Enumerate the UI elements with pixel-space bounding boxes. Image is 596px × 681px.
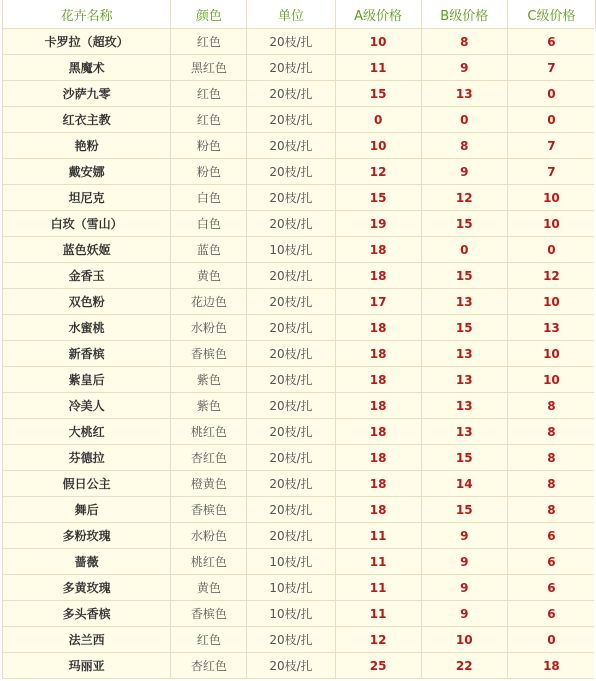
table-row: [3, 627, 596, 653]
cell-flower-name: 红衣主教: [3, 107, 171, 133]
cell-grade-b-price: 9: [421, 55, 507, 81]
table-body: [3, 29, 596, 679]
cell-grade-c-price: 8: [507, 393, 595, 419]
cell-grade-b-price: 8: [421, 29, 507, 55]
cell-unit: 20枝/扎: [247, 471, 335, 497]
cell-unit: 20枝/扎: [247, 81, 335, 107]
table-row: [3, 601, 596, 627]
cell-color: 白色: [171, 185, 247, 211]
cell-color: 粉色: [171, 159, 247, 185]
cell-grade-b-price: 13: [421, 393, 507, 419]
cell-unit: 20枝/扎: [247, 341, 335, 367]
cell-unit: 20枝/扎: [247, 185, 335, 211]
cell-grade-c-price: 10: [507, 185, 595, 211]
cell-grade-a-price: 15: [335, 185, 421, 211]
cell-grade-c-price: 8: [507, 497, 595, 523]
cell-flower-name: 金香玉: [3, 263, 171, 289]
cell-grade-a-price: 10: [335, 29, 421, 55]
cell-grade-b-price: 13: [421, 341, 507, 367]
table-row: [3, 263, 596, 289]
cell-grade-c-price: 8: [507, 445, 595, 471]
cell-color: 杏红色: [171, 653, 247, 679]
cell-grade-c-price: 8: [507, 471, 595, 497]
header-grade-a-price: A级价格: [335, 0, 421, 29]
cell-flower-name: 舞后: [3, 497, 171, 523]
cell-grade-c-price: 6: [507, 601, 595, 627]
cell-color: 黄色: [171, 263, 247, 289]
cell-grade-a-price: 18: [335, 237, 421, 263]
cell-color: 紫色: [171, 367, 247, 393]
cell-color: 黑红色: [171, 55, 247, 81]
cell-unit: 20枝/扎: [247, 445, 335, 471]
header-grade-b-price: B级价格: [421, 0, 507, 29]
table-row: [3, 315, 596, 341]
cell-unit: 20枝/扎: [247, 107, 335, 133]
cell-flower-name: 假日公主: [3, 471, 171, 497]
cell-grade-c-price: 8: [507, 419, 595, 445]
cell-grade-a-price: 17: [335, 289, 421, 315]
cell-unit: 20枝/扎: [247, 653, 335, 679]
cell-flower-name: 芬德拉: [3, 445, 171, 471]
cell-grade-c-price: 12: [507, 263, 595, 289]
cell-grade-a-price: 11: [335, 575, 421, 601]
cell-flower-name: 坦尼克: [3, 185, 171, 211]
table-row: [3, 185, 596, 211]
cell-unit: 20枝/扎: [247, 315, 335, 341]
cell-grade-c-price: 0: [507, 81, 595, 107]
cell-grade-c-price: 10: [507, 367, 595, 393]
cell-flower-name: 新香槟: [3, 341, 171, 367]
cell-grade-a-price: 11: [335, 601, 421, 627]
cell-flower-name: 蓝色妖姬: [3, 237, 171, 263]
cell-grade-b-price: 22: [421, 653, 507, 679]
cell-unit: 20枝/扎: [247, 211, 335, 237]
table-row: [3, 29, 596, 55]
table-row: [3, 341, 596, 367]
cell-color: 红色: [171, 107, 247, 133]
cell-color: 水粉色: [171, 523, 247, 549]
cell-grade-a-price: 18: [335, 315, 421, 341]
table-row: [3, 445, 596, 471]
cell-color: 杏红色: [171, 445, 247, 471]
cell-flower-name: 戴安娜: [3, 159, 171, 185]
cell-grade-a-price: 18: [335, 419, 421, 445]
cell-grade-a-price: 19: [335, 211, 421, 237]
cell-grade-b-price: 9: [421, 159, 507, 185]
cell-grade-b-price: 15: [421, 211, 507, 237]
cell-color: 粉色: [171, 133, 247, 159]
table-row: [3, 367, 596, 393]
cell-grade-c-price: 7: [507, 133, 595, 159]
cell-color: 桃红色: [171, 419, 247, 445]
table-row: [3, 55, 596, 81]
cell-grade-a-price: 12: [335, 159, 421, 185]
cell-grade-c-price: 18: [507, 653, 595, 679]
table-row: [3, 237, 596, 263]
cell-grade-b-price: 8: [421, 133, 507, 159]
cell-grade-c-price: 6: [507, 29, 595, 55]
cell-grade-b-price: 15: [421, 263, 507, 289]
cell-grade-b-price: 0: [421, 237, 507, 263]
cell-unit: 20枝/扎: [247, 29, 335, 55]
cell-flower-name: 法兰西: [3, 627, 171, 653]
table-row: [3, 81, 596, 107]
cell-color: 红色: [171, 29, 247, 55]
cell-grade-b-price: 9: [421, 549, 507, 575]
cell-color: 香槟色: [171, 341, 247, 367]
cell-grade-b-price: 0: [421, 107, 507, 133]
cell-color: 紫色: [171, 393, 247, 419]
cell-color: 香槟色: [171, 601, 247, 627]
cell-flower-name: 艳粉: [3, 133, 171, 159]
header-color: 颜色: [171, 0, 247, 29]
cell-color: 花边色: [171, 289, 247, 315]
cell-unit: 20枝/扎: [247, 263, 335, 289]
cell-flower-name: 大桃红: [3, 419, 171, 445]
cell-color: 橙黄色: [171, 471, 247, 497]
cell-unit: 10枝/扎: [247, 549, 335, 575]
cell-grade-a-price: 18: [335, 471, 421, 497]
table-row: [3, 653, 596, 679]
cell-unit: 20枝/扎: [247, 289, 335, 315]
header-flower-name: 花卉名称: [3, 0, 171, 29]
cell-grade-c-price: 10: [507, 289, 595, 315]
cell-flower-name: 多粉玫瑰: [3, 523, 171, 549]
table-row: [3, 419, 596, 445]
cell-grade-c-price: 7: [507, 55, 595, 81]
cell-grade-a-price: 18: [335, 263, 421, 289]
table-row: [3, 393, 596, 419]
cell-grade-a-price: 11: [335, 549, 421, 575]
cell-grade-b-price: 9: [421, 575, 507, 601]
cell-flower-name: 白玫（雪山）: [3, 211, 171, 237]
header-grade-c-price: C级价格: [507, 0, 595, 29]
cell-unit: 20枝/扎: [247, 523, 335, 549]
cell-flower-name: 沙萨九零: [3, 81, 171, 107]
cell-unit: 20枝/扎: [247, 419, 335, 445]
table-row: [3, 471, 596, 497]
cell-color: 桃红色: [171, 549, 247, 575]
cell-grade-c-price: 0: [507, 107, 595, 133]
cell-grade-b-price: 15: [421, 315, 507, 341]
cell-grade-a-price: 25: [335, 653, 421, 679]
cell-color: 黄色: [171, 575, 247, 601]
cell-grade-b-price: 13: [421, 419, 507, 445]
cell-color: 红色: [171, 627, 247, 653]
cell-flower-name: 水蜜桃: [3, 315, 171, 341]
header-unit: 单位: [247, 0, 335, 29]
cell-flower-name: 多头香槟: [3, 601, 171, 627]
cell-grade-c-price: 6: [507, 523, 595, 549]
cell-unit: 20枝/扎: [247, 133, 335, 159]
cell-grade-b-price: 15: [421, 445, 507, 471]
cell-unit: 20枝/扎: [247, 55, 335, 81]
cell-flower-name: 多黄玫瑰: [3, 575, 171, 601]
cell-grade-c-price: 10: [507, 341, 595, 367]
cell-unit: 10枝/扎: [247, 237, 335, 263]
table-header-row: [3, 0, 596, 29]
cell-grade-c-price: 0: [507, 237, 595, 263]
table-row: [3, 575, 596, 601]
table-row: [3, 133, 596, 159]
cell-grade-a-price: 11: [335, 523, 421, 549]
cell-grade-a-price: 0: [335, 107, 421, 133]
cell-color: 白色: [171, 211, 247, 237]
cell-flower-name: 蔷薇: [3, 549, 171, 575]
cell-unit: 20枝/扎: [247, 393, 335, 419]
cell-grade-c-price: 0: [507, 627, 595, 653]
cell-grade-c-price: 6: [507, 575, 595, 601]
cell-grade-a-price: 15: [335, 81, 421, 107]
cell-grade-c-price: 7: [507, 159, 595, 185]
table-row: [3, 289, 596, 315]
table-row: [3, 211, 596, 237]
cell-grade-a-price: 18: [335, 445, 421, 471]
cell-unit: 20枝/扎: [247, 367, 335, 393]
table-row: [3, 523, 596, 549]
table-row: [3, 159, 596, 185]
cell-grade-b-price: 13: [421, 289, 507, 315]
table-row: [3, 497, 596, 523]
cell-grade-b-price: 14: [421, 471, 507, 497]
cell-grade-b-price: 13: [421, 367, 507, 393]
cell-flower-name: 紫皇后: [3, 367, 171, 393]
cell-unit: 10枝/扎: [247, 575, 335, 601]
cell-grade-b-price: 15: [421, 497, 507, 523]
cell-unit: 20枝/扎: [247, 627, 335, 653]
cell-flower-name: 玛丽亚: [3, 653, 171, 679]
cell-unit: 10枝/扎: [247, 601, 335, 627]
cell-flower-name: 冷美人: [3, 393, 171, 419]
cell-grade-a-price: 18: [335, 367, 421, 393]
cell-color: 水粉色: [171, 315, 247, 341]
flower-price-table: [2, 0, 596, 679]
cell-color: 香槟色: [171, 497, 247, 523]
cell-grade-a-price: 18: [335, 393, 421, 419]
cell-flower-name: 卡罗拉（超玫）: [3, 29, 171, 55]
cell-grade-a-price: 18: [335, 341, 421, 367]
cell-grade-b-price: 10: [421, 627, 507, 653]
table-row: [3, 107, 596, 133]
cell-grade-a-price: 18: [335, 497, 421, 523]
table-row: [3, 549, 596, 575]
cell-unit: 20枝/扎: [247, 497, 335, 523]
cell-grade-b-price: 9: [421, 523, 507, 549]
cell-color: 红色: [171, 81, 247, 107]
cell-flower-name: 双色粉: [3, 289, 171, 315]
cell-grade-c-price: 13: [507, 315, 595, 341]
cell-grade-a-price: 10: [335, 133, 421, 159]
cell-grade-c-price: 6: [507, 549, 595, 575]
cell-unit: 20枝/扎: [247, 159, 335, 185]
cell-grade-b-price: 9: [421, 601, 507, 627]
cell-flower-name: 黑魔术: [3, 55, 171, 81]
cell-grade-b-price: 13: [421, 81, 507, 107]
cell-grade-b-price: 12: [421, 185, 507, 211]
cell-grade-a-price: 11: [335, 55, 421, 81]
cell-color: 蓝色: [171, 237, 247, 263]
cell-grade-a-price: 12: [335, 627, 421, 653]
cell-grade-c-price: 10: [507, 211, 595, 237]
